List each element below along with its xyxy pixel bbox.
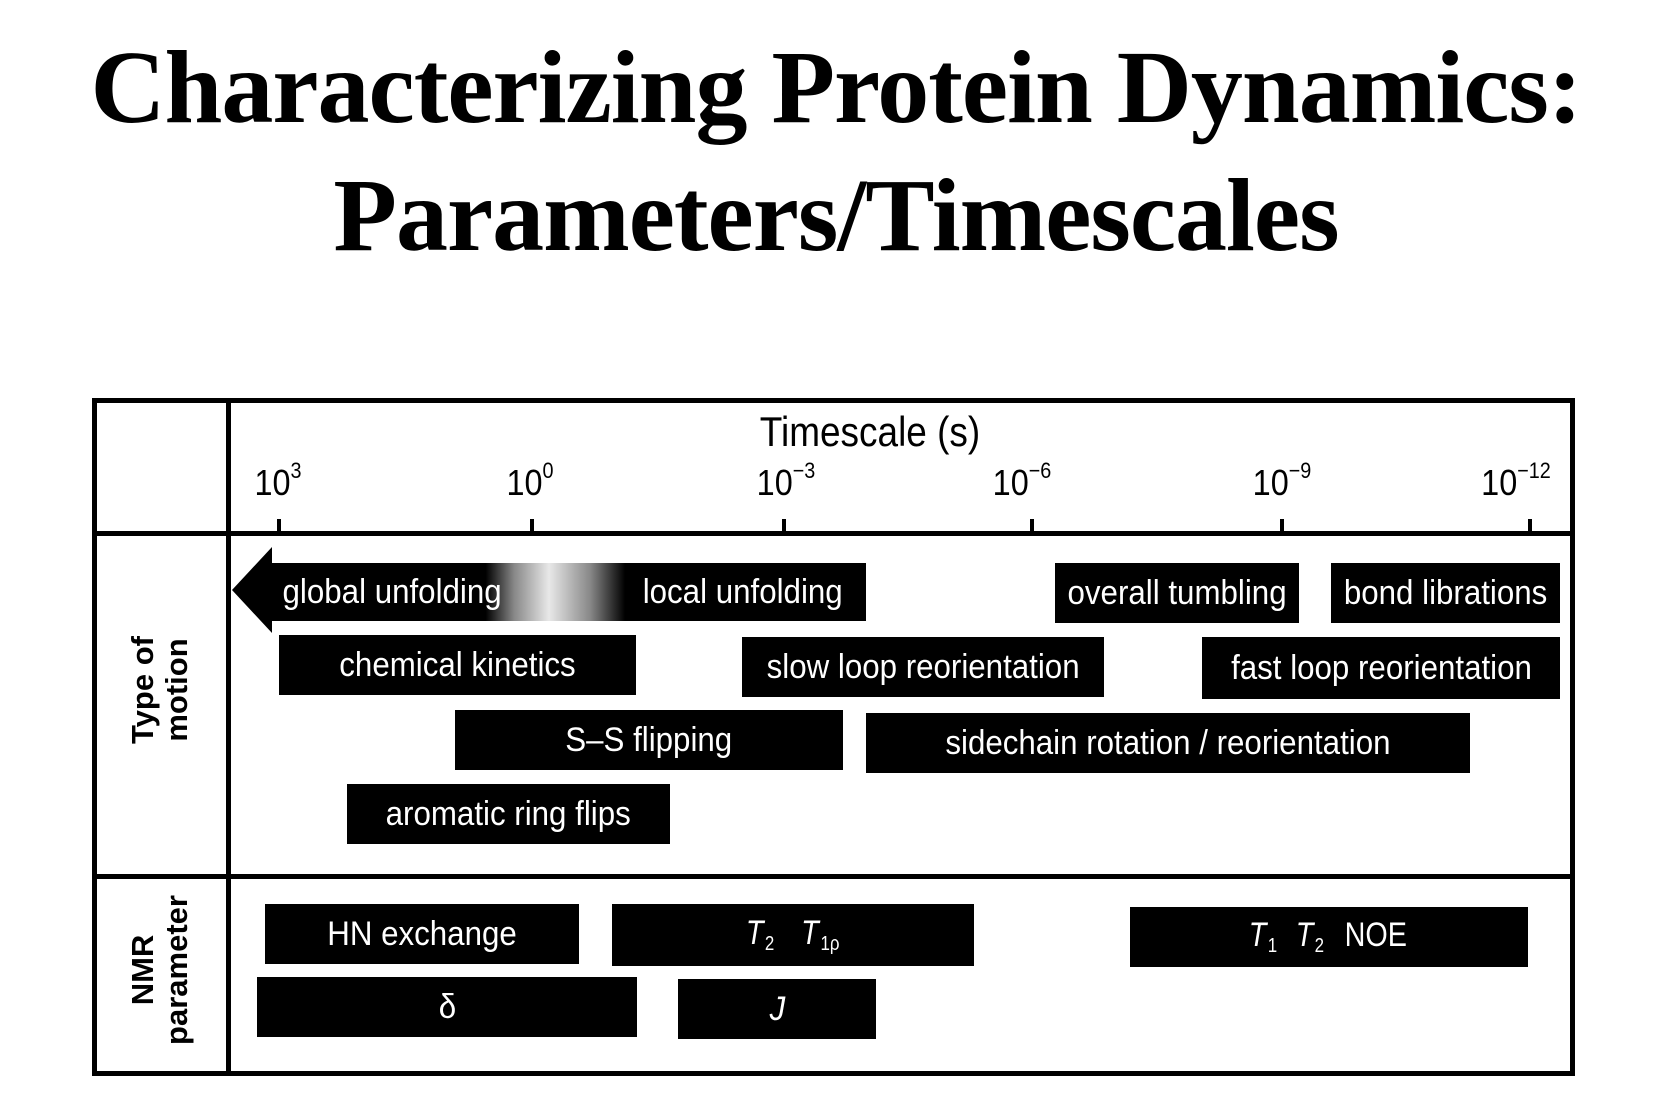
- tick-label-1e-9: $10^{-9}$: [1252, 458, 1312, 503]
- motion-ss-flipping: S–S flipping: [455, 710, 843, 770]
- axis-title: Timescale (s): [759, 408, 981, 455]
- row-label-nmr-parameter: NMR parameter: [125, 895, 194, 1045]
- row-label-type-of-motion: Type of motion: [125, 636, 194, 744]
- tick-mark: [782, 519, 786, 534]
- tick-label-1e-12: $10^{-12}$: [1481, 458, 1551, 503]
- tick-mark: [1528, 519, 1532, 534]
- page-title-line-2: Parameters/Timescales: [333, 158, 1339, 273]
- row-label-divider: [226, 398, 231, 1076]
- tick-mark: [1280, 519, 1284, 534]
- motion-slow-loop-reorientation: slow loop reorientation: [742, 637, 1104, 697]
- axis-divider: [92, 531, 1575, 536]
- tick-label-1e0: $10^0$: [506, 458, 554, 503]
- nmr-j-coupling: J: [678, 979, 876, 1039]
- nmr-delta: δ: [257, 977, 637, 1037]
- motion-sidechain-rotation: sidechain rotation / reorientation: [866, 713, 1470, 773]
- motion-global-unfolding: global unfolding: [282, 572, 502, 611]
- motion-aromatic-ring-flips: aromatic ring flips: [347, 784, 670, 844]
- tick-label-1e3: $10^3$: [254, 458, 302, 503]
- motion-overall-tumbling: overall tumbling: [1055, 563, 1299, 623]
- motion-local-unfolding: local unfolding: [642, 572, 843, 611]
- tick-mark: [530, 519, 534, 534]
- motion-fast-loop-reorientation: fast loop reorientation: [1202, 637, 1560, 699]
- tick-label-1e-6: $10^{-6}$: [992, 458, 1052, 503]
- section-divider: [92, 874, 1575, 879]
- nmr-t1-t2-noe: T1 T2 NOE: [1130, 907, 1528, 967]
- nmr-t2-t1rho: T2 T1ρ: [612, 904, 974, 966]
- nmr-hn-exchange: HN exchange: [265, 904, 579, 964]
- tick-label-1e-3: $10^{-3}$: [756, 458, 816, 503]
- motion-chemical-kinetics: chemical kinetics: [279, 635, 636, 695]
- motion-bond-librations: bond librations: [1331, 563, 1560, 623]
- tick-mark: [1030, 519, 1034, 534]
- tick-mark: [277, 519, 281, 534]
- page-title-line-1: Characterizing Protein Dynamics:: [90, 30, 1582, 145]
